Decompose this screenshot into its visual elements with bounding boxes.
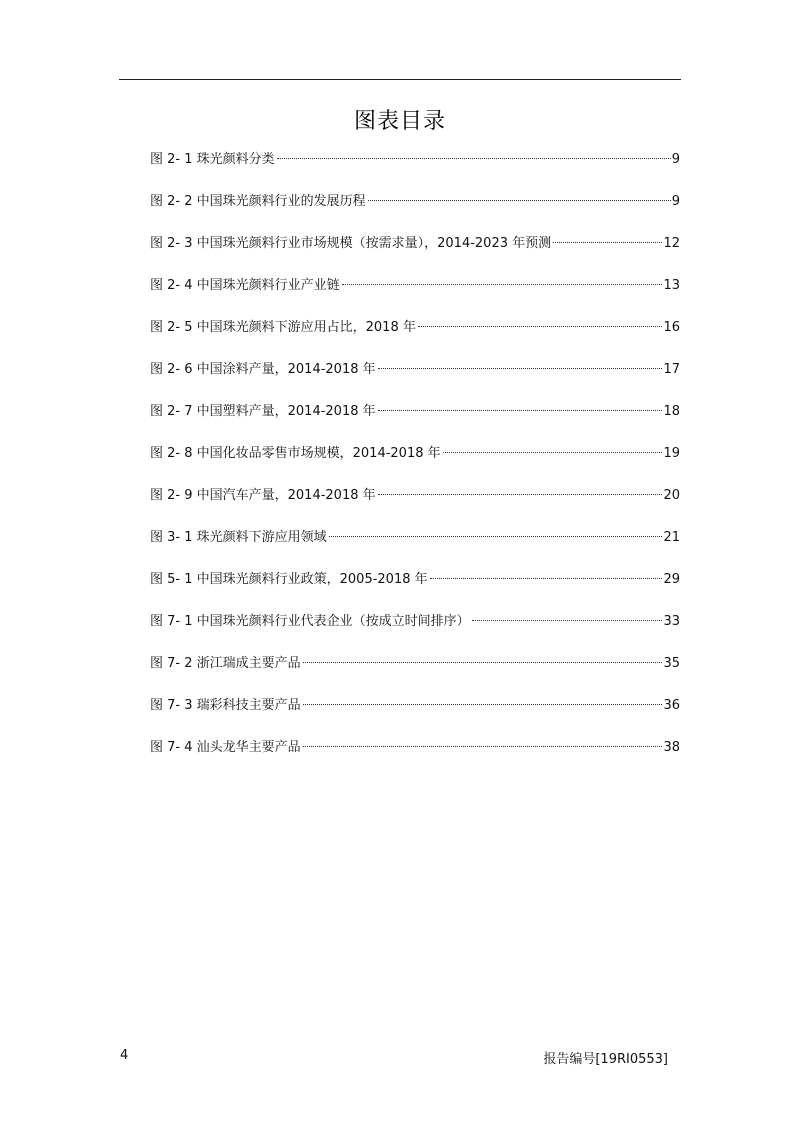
toc-entry-label: 图 5- 1 中国珠光颜料行业政策，2005-2018 年 [150, 572, 428, 587]
toc-entry-page: 18 [663, 404, 680, 419]
toc-entry-label: 图 2- 1 珠光颜料分类 [150, 152, 275, 167]
toc-dot-leader [378, 494, 663, 495]
toc-entry[interactable] [150, 274, 680, 316]
toc-entry-page: 20 [663, 488, 680, 503]
toc-entry-label: 图 7- 3 瑞彩科技主要产品 [150, 698, 301, 713]
toc-dot-leader [378, 368, 663, 369]
toc-entry-page: 16 [663, 320, 680, 335]
toc-entry[interactable] [150, 316, 680, 358]
toc-dot-leader [553, 242, 662, 243]
toc-dot-leader [342, 284, 663, 285]
toc-dot-leader [277, 158, 671, 159]
toc-entry[interactable] [150, 148, 680, 190]
toc-entry-page: 9 [671, 194, 680, 209]
toc-entry-page: 19 [663, 446, 680, 461]
header-rule [119, 79, 681, 80]
toc-entry-label: 图 2- 3 中国珠光颜料行业市场规模（按需求量），2014-2023 年预测 [150, 236, 552, 251]
toc-entry[interactable] [150, 736, 680, 778]
footer-page-number: 4 [120, 1048, 129, 1063]
toc-entry[interactable] [150, 652, 680, 694]
toc-entry[interactable] [150, 400, 680, 442]
toc-entry-label: 图 2- 6 中国涂料产量，2014-2018 年 [150, 362, 376, 377]
toc-entry-page: 29 [663, 572, 680, 587]
toc-dot-leader [472, 620, 663, 621]
toc-entry[interactable] [150, 568, 680, 610]
toc-dot-leader [303, 704, 663, 705]
toc-entry-label: 图 2- 4 中国珠光颜料行业产业链 [150, 278, 340, 293]
toc-entry-label: 图 2- 7 中国塑料产量，2014-2018 年 [150, 404, 376, 419]
toc-entry[interactable] [150, 526, 680, 568]
toc-dot-leader [329, 536, 663, 537]
toc-entry-page: 12 [663, 236, 680, 251]
toc-entry-page: 9 [671, 152, 680, 167]
toc-entry-label: 图 2- 9 中国汽车产量，2014-2018 年 [150, 488, 376, 503]
toc-entry-label: 图 2- 5 中国珠光颜料下游应用占比，2018 年 [150, 320, 416, 335]
footer-report-id: 报告编号[19RI0553] [543, 1052, 668, 1067]
toc-entry-page: 21 [663, 530, 680, 545]
toc-entry-label: 图 7- 2 浙江瑞成主要产品 [150, 656, 301, 671]
toc-dot-leader [430, 578, 663, 579]
toc-entry-label: 图 2- 2 中国珠光颜料行业的发展历程 [150, 194, 366, 209]
toc-entry-page: 33 [663, 614, 680, 629]
toc-dot-leader [378, 410, 663, 411]
toc-dot-leader [443, 452, 663, 453]
toc-entry[interactable] [150, 610, 680, 652]
page-title: 图表目录 [353, 109, 446, 134]
toc-entry-label: 图 7- 1 中国珠光颜料行业代表企业（按成立时间排序） [150, 614, 470, 629]
toc-entry-page: 38 [663, 740, 680, 755]
toc-entry-page: 17 [663, 362, 680, 377]
toc-entry-page: 36 [663, 698, 680, 713]
toc-entry-page: 35 [663, 656, 680, 671]
toc-entry-label: 图 2- 8 中国化妆品零售市场规模，2014-2018 年 [150, 446, 441, 461]
toc-entry[interactable] [150, 484, 680, 526]
toc-entry[interactable] [150, 358, 680, 400]
toc-dot-leader [368, 200, 671, 201]
toc-entry[interactable] [150, 442, 680, 484]
toc-entry[interactable] [150, 694, 680, 736]
toc-entry[interactable] [150, 232, 680, 274]
table-of-figures [150, 148, 680, 778]
toc-entry-page: 13 [663, 278, 680, 293]
toc-entry[interactable] [150, 190, 680, 232]
toc-dot-leader [418, 326, 663, 327]
toc-entry-label: 图 3- 1 珠光颜料下游应用领域 [150, 530, 327, 545]
toc-dot-leader [303, 662, 663, 663]
toc-dot-leader [303, 746, 663, 747]
toc-entry-label: 图 7- 4 汕头龙华主要产品 [150, 740, 301, 755]
